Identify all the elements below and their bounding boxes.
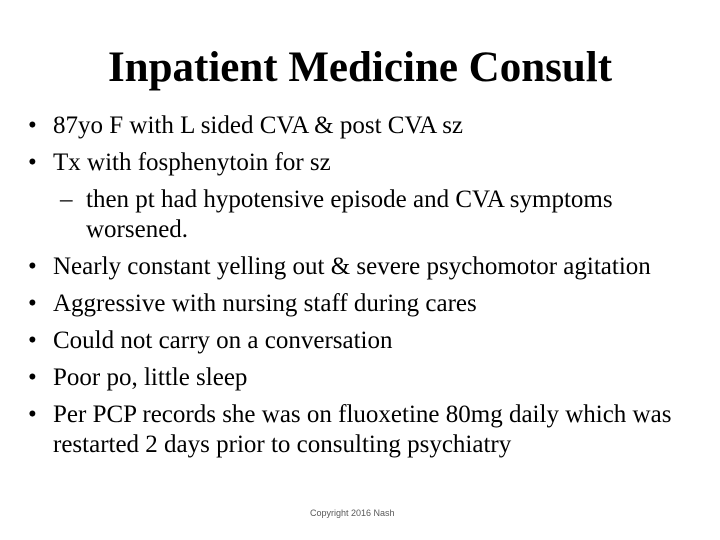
bullet-marker: • bbox=[28, 149, 37, 176]
sub-bullet-item bbox=[28, 185, 698, 245]
sub-bullet-marker: – bbox=[60, 186, 73, 213]
bullet-marker: • bbox=[28, 364, 37, 391]
bullet-text: Tx with fosphenytoin for sz bbox=[53, 149, 331, 176]
sub-bullet-text: then pt had hypotensive episode and CVA symptoms worsened. bbox=[86, 186, 613, 243]
bullet-item bbox=[28, 252, 698, 282]
bullet-item bbox=[28, 400, 698, 460]
bullet-text: Poor po, little sleep bbox=[53, 364, 248, 391]
bullet-text: Could not carry on a conversation bbox=[53, 327, 393, 354]
bullet-text: Aggressive with nursing staff during cares bbox=[53, 290, 477, 317]
bullet-text: 87yo F with L sided CVA & post CVA sz bbox=[53, 112, 464, 139]
bullet-marker: • bbox=[28, 327, 37, 354]
bullet-marker: • bbox=[28, 290, 37, 317]
bullet-text: Per PCP records she was on fluoxetine 80mg daily which was restarted 2 days prior to consulting psychiatry bbox=[53, 401, 672, 458]
bullet-list bbox=[28, 111, 698, 467]
bullet-text: Nearly constant yelling out & severe psychomotor agitation bbox=[53, 253, 651, 280]
bullet-item bbox=[28, 148, 698, 178]
bullet-marker: • bbox=[28, 253, 37, 280]
bullet-marker: • bbox=[28, 401, 37, 428]
bullet-item bbox=[28, 289, 698, 319]
bullet-marker: • bbox=[28, 112, 37, 139]
bullet-item bbox=[28, 363, 698, 393]
slide-title: Inpatient Medicine Consult bbox=[107, 44, 613, 91]
bullet-item bbox=[28, 326, 698, 356]
copyright-footer: Copyright 2016 Nash bbox=[310, 508, 395, 518]
bullet-item bbox=[28, 111, 698, 141]
